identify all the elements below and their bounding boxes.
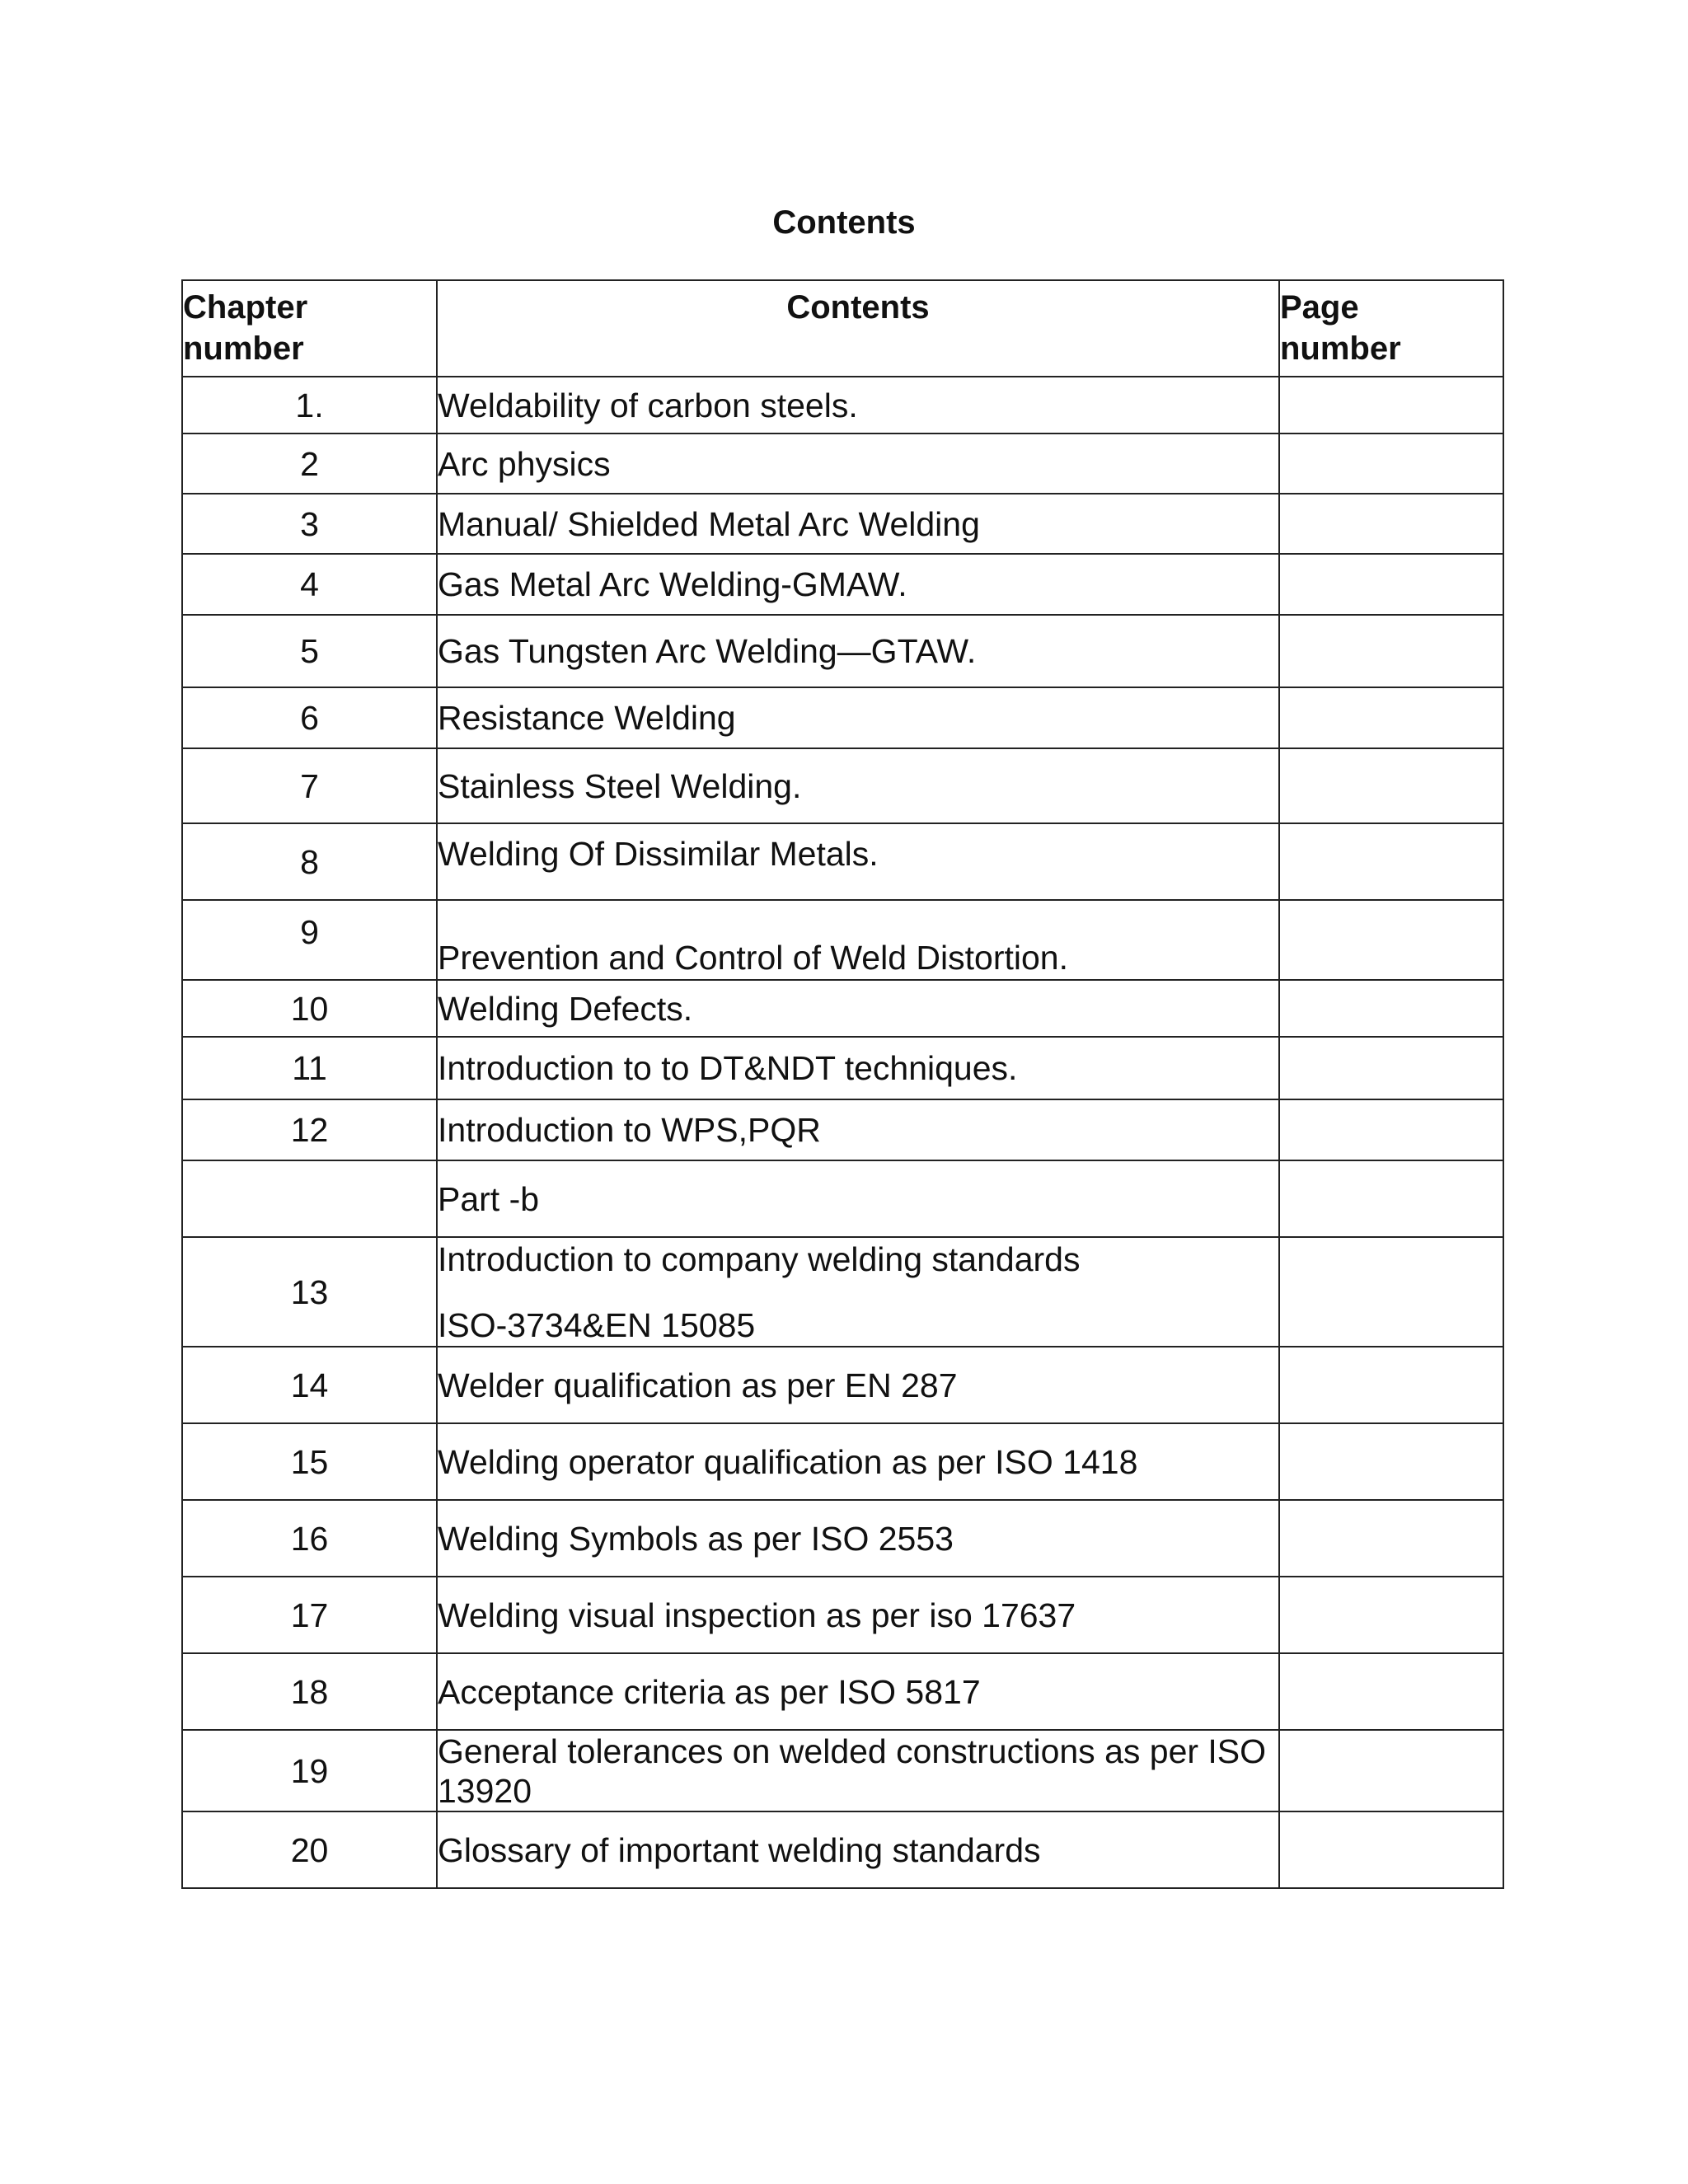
page-number (1279, 554, 1503, 615)
chapter-title: Introduction to WPS,PQR (437, 1099, 1279, 1160)
table-row (182, 900, 1503, 980)
page-number (1279, 1500, 1503, 1577)
chapter-number: 14 (182, 1347, 437, 1423)
page-number (1279, 687, 1503, 748)
chapter-title: Weldability of carbon steels. (437, 377, 1279, 434)
chapter-number: 6 (182, 687, 437, 748)
page-number (1279, 1099, 1503, 1160)
header-chapter-number (182, 280, 437, 377)
page-number (1279, 1037, 1503, 1099)
chapter-title (437, 1730, 1279, 1811)
chapter-title: Welder qualification as per EN 287 (437, 1347, 1279, 1423)
table-row (182, 1099, 1503, 1160)
table-row (182, 1037, 1503, 1099)
table-row (182, 1730, 1503, 1811)
table-row (182, 615, 1503, 687)
page-number (1279, 900, 1503, 980)
page-number (1279, 823, 1503, 900)
chapter-title (437, 1237, 1279, 1347)
chapter-title: Welding Of Dissimilar Metals. (437, 823, 1279, 900)
header-contents: Contents (437, 280, 1279, 377)
header-page-line-1: Page (1280, 289, 1359, 326)
table-row (182, 1160, 1503, 1237)
table-row (182, 1577, 1503, 1653)
table-row (182, 1500, 1503, 1577)
chapter-title: Welding Symbols as per ISO 2553 (437, 1500, 1279, 1577)
page-number (1279, 1730, 1503, 1811)
section-label: Part -b (437, 1160, 1279, 1237)
chapter-title: Glossary of important welding standards (437, 1811, 1279, 1888)
chapter-number: 5 (182, 615, 437, 687)
page-number (1279, 1653, 1503, 1730)
chapter-title: Welding visual inspection as per iso 17637 (437, 1577, 1279, 1653)
page-number (1279, 980, 1503, 1037)
header-chapter-line-1: Chapter (183, 289, 308, 326)
table-row (182, 377, 1503, 434)
page-number (1279, 494, 1503, 554)
table-row (182, 1237, 1503, 1347)
chapter-title-line-1: Introduction to company welding standards (438, 1240, 1081, 1278)
chapter-title: Stainless Steel Welding. (437, 748, 1279, 823)
chapter-title: Resistance Welding (437, 687, 1279, 748)
page-number (1279, 1811, 1503, 1888)
table-row (182, 1811, 1503, 1888)
header-chapter-line-2: number (183, 330, 304, 367)
table-row (182, 748, 1503, 823)
chapter-number: 19 (182, 1730, 437, 1811)
header-page-line-2: number (1280, 330, 1401, 367)
chapter-number: 11 (182, 1037, 437, 1099)
chapter-number: 3 (182, 494, 437, 554)
chapter-number: 4 (182, 554, 437, 615)
chapter-number: 20 (182, 1811, 437, 1888)
page-number (1279, 1423, 1503, 1500)
table-row (182, 1653, 1503, 1730)
chapter-number: 16 (182, 1500, 437, 1577)
page-title: Contents (772, 204, 916, 241)
chapter-title: Acceptance criteria as per ISO 5817 (437, 1653, 1279, 1730)
chapter-number: 1. (182, 377, 437, 434)
table-row (182, 687, 1503, 748)
page-number (1279, 1577, 1503, 1653)
chapter-number: 15 (182, 1423, 437, 1500)
chapter-number (182, 1160, 437, 1237)
table-row (182, 494, 1503, 554)
chapter-number: 10 (182, 980, 437, 1037)
page-number (1279, 377, 1503, 434)
contents-table (181, 279, 1504, 1889)
page-number (1279, 1347, 1503, 1423)
header-page-number (1279, 280, 1503, 377)
chapter-number: 2 (182, 434, 437, 494)
chapter-title-text: General tolerances on welded constructions as per ISO 13920 (438, 1732, 1267, 1810)
table-row (182, 554, 1503, 615)
chapter-number: 12 (182, 1099, 437, 1160)
chapter-title: Welding Defects. (437, 980, 1279, 1037)
page-number (1279, 615, 1503, 687)
page-number (1279, 1237, 1503, 1347)
chapter-number: 18 (182, 1653, 437, 1730)
chapter-title: Arc physics (437, 434, 1279, 494)
chapter-title: Welding operator qualification as per ISO 1418 (437, 1423, 1279, 1500)
table-header-row (182, 280, 1503, 377)
chapter-number: 9 (182, 900, 437, 980)
chapter-number: 8 (182, 823, 437, 900)
chapter-number: 17 (182, 1577, 437, 1653)
chapter-number: 13 (182, 1237, 437, 1347)
chapter-title: Gas Metal Arc Welding-GMAW. (437, 554, 1279, 615)
chapter-title: Manual/ Shielded Metal Arc Welding (437, 494, 1279, 554)
table-row (182, 1347, 1503, 1423)
chapter-title: Gas Tungsten Arc Welding—GTAW. (437, 615, 1279, 687)
table-row (182, 823, 1503, 900)
page-number (1279, 434, 1503, 494)
table-row (182, 1423, 1503, 1500)
chapter-title: Prevention and Control of Weld Distortion. (437, 900, 1279, 980)
table-row (182, 980, 1503, 1037)
table-row (182, 434, 1503, 494)
page-number (1279, 748, 1503, 823)
page-number (1279, 1160, 1503, 1237)
chapter-title-line-2: ISO-3734&EN 15085 (438, 1305, 756, 1344)
chapter-title: Introduction to to DT&NDT techniques. (437, 1037, 1279, 1099)
chapter-number: 7 (182, 748, 437, 823)
